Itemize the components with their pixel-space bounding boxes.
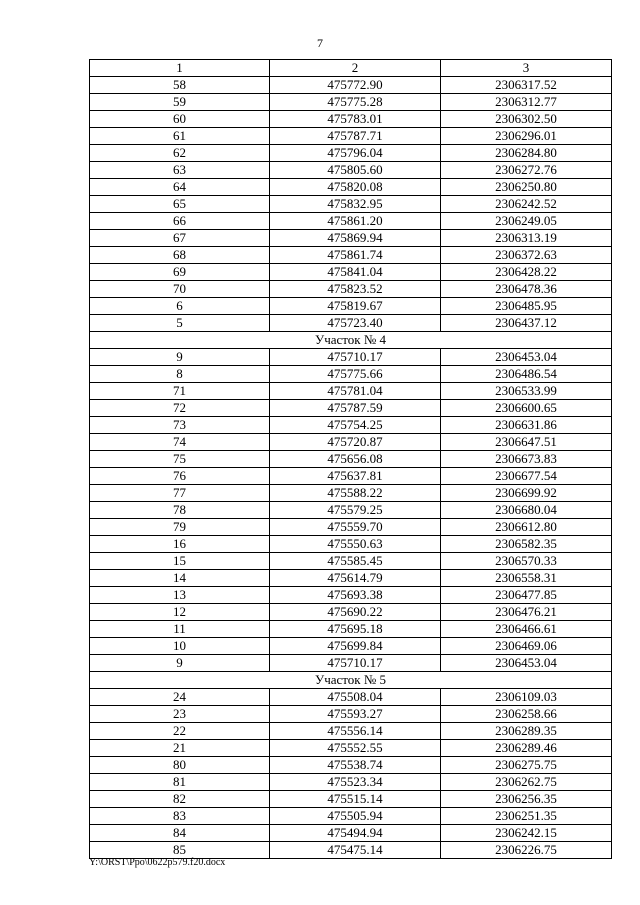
cell-y-coordinate: 2306312.77: [441, 94, 612, 111]
table-row: [90, 145, 612, 162]
cell-x-coordinate: 475656.08: [270, 451, 441, 468]
cell-point-number: 71: [90, 383, 270, 400]
table-row: [90, 808, 612, 825]
cell-point-number: 21: [90, 740, 270, 757]
cell-x-coordinate: 475579.25: [270, 502, 441, 519]
cell-y-coordinate: 2306533.99: [441, 383, 612, 400]
section-row: [90, 332, 612, 349]
cell-x-coordinate: 475693.38: [270, 587, 441, 604]
cell-point-number: 68: [90, 247, 270, 264]
table-row: [90, 298, 612, 315]
cell-point-number: 9: [90, 349, 270, 366]
cell-point-number: 9: [90, 655, 270, 672]
cell-y-coordinate: 2306296.01: [441, 128, 612, 145]
cell-y-coordinate: 2306289.35: [441, 723, 612, 740]
cell-point-number: 83: [90, 808, 270, 825]
table-row: [90, 825, 612, 842]
table-row: [90, 485, 612, 502]
cell-x-coordinate: 475787.71: [270, 128, 441, 145]
cell-point-number: 59: [90, 94, 270, 111]
cell-x-coordinate: 475556.14: [270, 723, 441, 740]
cell-x-coordinate: 475585.45: [270, 553, 441, 570]
cell-y-coordinate: 2306272.76: [441, 162, 612, 179]
cell-y-coordinate: 2306570.33: [441, 553, 612, 570]
coordinates-table: [89, 59, 612, 859]
cell-y-coordinate: 2306647.51: [441, 434, 612, 451]
cell-point-number: 81: [90, 774, 270, 791]
cell-point-number: 76: [90, 468, 270, 485]
cell-point-number: 74: [90, 434, 270, 451]
cell-y-coordinate: 2306251.35: [441, 808, 612, 825]
cell-point-number: 80: [90, 757, 270, 774]
table-row: [90, 842, 612, 859]
cell-y-coordinate: 2306249.05: [441, 213, 612, 230]
cell-point-number: 73: [90, 417, 270, 434]
cell-point-number: 12: [90, 604, 270, 621]
table-row: [90, 77, 612, 94]
table-row: [90, 281, 612, 298]
cell-y-coordinate: 2306289.46: [441, 740, 612, 757]
cell-y-coordinate: 2306109.03: [441, 689, 612, 706]
cell-point-number: 11: [90, 621, 270, 638]
table-row: [90, 230, 612, 247]
cell-point-number: 77: [90, 485, 270, 502]
cell-y-coordinate: 2306699.92: [441, 485, 612, 502]
table-row: [90, 757, 612, 774]
cell-x-coordinate: 475588.22: [270, 485, 441, 502]
cell-y-coordinate: 2306256.35: [441, 791, 612, 808]
table-row: [90, 553, 612, 570]
cell-y-coordinate: 2306478.36: [441, 281, 612, 298]
cell-x-coordinate: 475475.14: [270, 842, 441, 859]
table-row: [90, 247, 612, 264]
cell-x-coordinate: 475523.34: [270, 774, 441, 791]
cell-x-coordinate: 475861.74: [270, 247, 441, 264]
table-row: [90, 502, 612, 519]
table-row: [90, 349, 612, 366]
table-row: [90, 723, 612, 740]
table-row: [90, 213, 612, 230]
cell-y-coordinate: 2306477.85: [441, 587, 612, 604]
table-row: [90, 519, 612, 536]
cell-point-number: 85: [90, 842, 270, 859]
cell-x-coordinate: 475593.27: [270, 706, 441, 723]
cell-x-coordinate: 475552.55: [270, 740, 441, 757]
cell-point-number: 62: [90, 145, 270, 162]
cell-x-coordinate: 475819.67: [270, 298, 441, 315]
table-row: [90, 264, 612, 281]
cell-x-coordinate: 475637.81: [270, 468, 441, 485]
cell-x-coordinate: 475494.94: [270, 825, 441, 842]
cell-y-coordinate: 2306284.80: [441, 145, 612, 162]
table-row: [90, 383, 612, 400]
cell-y-coordinate: 2306242.15: [441, 825, 612, 842]
cell-point-number: 61: [90, 128, 270, 145]
table-row: [90, 162, 612, 179]
table-row: [90, 587, 612, 604]
cell-point-number: 67: [90, 230, 270, 247]
cell-y-coordinate: 2306313.19: [441, 230, 612, 247]
cell-point-number: 10: [90, 638, 270, 655]
table-row: [90, 570, 612, 587]
cell-y-coordinate: 2306677.54: [441, 468, 612, 485]
cell-point-number: 8: [90, 366, 270, 383]
cell-x-coordinate: 475832.95: [270, 196, 441, 213]
cell-point-number: 66: [90, 213, 270, 230]
cell-point-number: 5: [90, 315, 270, 332]
cell-x-coordinate: 475710.17: [270, 655, 441, 672]
cell-point-number: 14: [90, 570, 270, 587]
table-row: [90, 621, 612, 638]
table-row: [90, 434, 612, 451]
cell-y-coordinate: 2306453.04: [441, 349, 612, 366]
cell-y-coordinate: 2306486.54: [441, 366, 612, 383]
cell-point-number: 69: [90, 264, 270, 281]
cell-y-coordinate: 2306317.52: [441, 77, 612, 94]
cell-point-number: 65: [90, 196, 270, 213]
cell-y-coordinate: 2306612.80: [441, 519, 612, 536]
cell-x-coordinate: 475508.04: [270, 689, 441, 706]
cell-point-number: 24: [90, 689, 270, 706]
table-row: [90, 740, 612, 757]
cell-x-coordinate: 475869.94: [270, 230, 441, 247]
cell-x-coordinate: 475505.94: [270, 808, 441, 825]
cell-point-number: 63: [90, 162, 270, 179]
table-body: [90, 77, 612, 859]
table-row: [90, 604, 612, 621]
footer-file-path: Y:\ORST\Ppo\0622p579.f20.docx: [89, 857, 226, 868]
cell-y-coordinate: 2306582.35: [441, 536, 612, 553]
table-row: [90, 111, 612, 128]
table-row: [90, 451, 612, 468]
cell-y-coordinate: 2306469.06: [441, 638, 612, 655]
table-row: [90, 94, 612, 111]
cell-x-coordinate: 475723.40: [270, 315, 441, 332]
table-row: [90, 128, 612, 145]
cell-point-number: 72: [90, 400, 270, 417]
cell-y-coordinate: 2306226.75: [441, 842, 612, 859]
cell-point-number: 70: [90, 281, 270, 298]
cell-x-coordinate: 475754.25: [270, 417, 441, 434]
cell-y-coordinate: 2306485.95: [441, 298, 612, 315]
cell-x-coordinate: 475805.60: [270, 162, 441, 179]
cell-point-number: 13: [90, 587, 270, 604]
column-header-x-coordinate: 2: [270, 60, 441, 77]
cell-y-coordinate: 2306631.86: [441, 417, 612, 434]
cell-y-coordinate: 2306428.22: [441, 264, 612, 281]
cell-x-coordinate: 475699.84: [270, 638, 441, 655]
cell-point-number: 6: [90, 298, 270, 315]
cell-y-coordinate: 2306680.04: [441, 502, 612, 519]
cell-x-coordinate: 475538.74: [270, 757, 441, 774]
cell-x-coordinate: 475841.04: [270, 264, 441, 281]
cell-point-number: 82: [90, 791, 270, 808]
table-header-row: [90, 60, 612, 77]
cell-y-coordinate: 2306262.75: [441, 774, 612, 791]
table-row: [90, 468, 612, 485]
cell-x-coordinate: 475861.20: [270, 213, 441, 230]
cell-y-coordinate: 2306275.75: [441, 757, 612, 774]
cell-point-number: 60: [90, 111, 270, 128]
table-row: [90, 689, 612, 706]
table-row: [90, 655, 612, 672]
cell-x-coordinate: 475559.70: [270, 519, 441, 536]
cell-x-coordinate: 475775.66: [270, 366, 441, 383]
cell-x-coordinate: 475781.04: [270, 383, 441, 400]
cell-x-coordinate: 475515.14: [270, 791, 441, 808]
cell-y-coordinate: 2306250.80: [441, 179, 612, 196]
cell-y-coordinate: 2306476.21: [441, 604, 612, 621]
cell-x-coordinate: 475823.52: [270, 281, 441, 298]
cell-point-number: 16: [90, 536, 270, 553]
cell-point-number: 22: [90, 723, 270, 740]
table-row: [90, 536, 612, 553]
table-row: [90, 315, 612, 332]
cell-y-coordinate: 2306437.12: [441, 315, 612, 332]
cell-x-coordinate: 475796.04: [270, 145, 441, 162]
table-header: [90, 60, 612, 77]
table-row: [90, 706, 612, 723]
cell-point-number: 23: [90, 706, 270, 723]
table-row: [90, 417, 612, 434]
cell-point-number: 58: [90, 77, 270, 94]
cell-x-coordinate: 475783.01: [270, 111, 441, 128]
cell-x-coordinate: 475772.90: [270, 77, 441, 94]
table-row: [90, 400, 612, 417]
cell-point-number: 84: [90, 825, 270, 842]
cell-y-coordinate: 2306600.65: [441, 400, 612, 417]
cell-y-coordinate: 2306302.50: [441, 111, 612, 128]
cell-x-coordinate: 475820.08: [270, 179, 441, 196]
table-row: [90, 774, 612, 791]
cell-y-coordinate: 2306372.63: [441, 247, 612, 264]
section-heading: Участок № 5: [90, 672, 612, 689]
cell-point-number: 64: [90, 179, 270, 196]
table-row: [90, 791, 612, 808]
cell-x-coordinate: 475695.18: [270, 621, 441, 638]
cell-y-coordinate: 2306258.66: [441, 706, 612, 723]
cell-y-coordinate: 2306673.83: [441, 451, 612, 468]
cell-point-number: 15: [90, 553, 270, 570]
table-row: [90, 179, 612, 196]
cell-y-coordinate: 2306466.61: [441, 621, 612, 638]
section-heading: Участок № 4: [90, 332, 612, 349]
column-header-y-coordinate: 3: [441, 60, 612, 77]
cell-point-number: 79: [90, 519, 270, 536]
cell-x-coordinate: 475614.79: [270, 570, 441, 587]
cell-point-number: 75: [90, 451, 270, 468]
table-row: [90, 366, 612, 383]
cell-y-coordinate: 2306558.31: [441, 570, 612, 587]
cell-point-number: 78: [90, 502, 270, 519]
cell-x-coordinate: 475787.59: [270, 400, 441, 417]
column-header-point-number: 1: [90, 60, 270, 77]
cell-x-coordinate: 475775.28: [270, 94, 441, 111]
table-row: [90, 638, 612, 655]
cell-x-coordinate: 475690.22: [270, 604, 441, 621]
cell-x-coordinate: 475550.63: [270, 536, 441, 553]
page-number: 7: [317, 36, 323, 50]
section-row: [90, 672, 612, 689]
cell-y-coordinate: 2306453.04: [441, 655, 612, 672]
table-row: [90, 196, 612, 213]
cell-y-coordinate: 2306242.52: [441, 196, 612, 213]
cell-x-coordinate: 475710.17: [270, 349, 441, 366]
cell-x-coordinate: 475720.87: [270, 434, 441, 451]
